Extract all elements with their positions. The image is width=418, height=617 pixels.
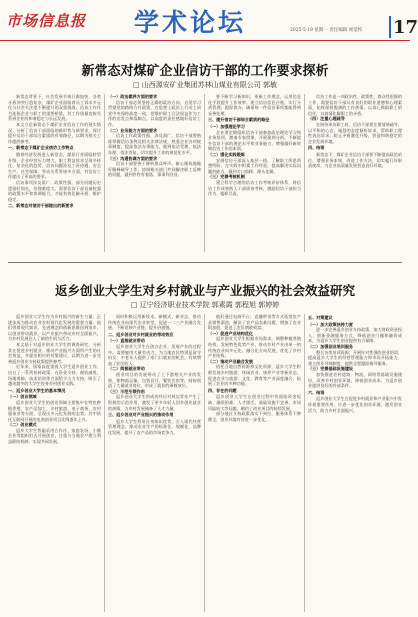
subheading: （四）注重心理疏导	[308, 116, 345, 122]
column-divider	[104, 314, 105, 612]
article1-column-4	[308, 94, 402, 252]
subheading: （一）加大政策扶持力度	[308, 321, 354, 327]
subheading: 三、返乡创业对产业振兴的推动作用	[108, 412, 174, 418]
article1-column-3	[208, 94, 301, 252]
article1-column-2	[108, 94, 201, 252]
paragraph: 随着经济发展进入新常态，煤炭行业面临转型升级，企业经营压力增大，职工利益诉求呈现多样化、复杂化的趋势，信访问题涉及工资待遇、安全生产、社会保障、劳动关系等诸多方面，对信访工作提出了更高的要求。	[8, 151, 101, 180]
paragraph: 加快推进农村道路、物流、网络等基础设施建设，改善乡村创业环境，降低创业成本，为返乡创业提供良好的外部条件。	[308, 371, 402, 389]
issue-meta: 2025·5·19 星期一 责任编辑 视觉校	[290, 28, 363, 33]
page-number: 17	[393, 17, 418, 38]
paragraph: 返乡创业大学生的创业领域主要集中在特色种植养殖、农产品加工、乡村旅游、电子商务、农村服务业等方面，呈现出多元化发展的态势，其中依托互联网开展的电商创业项目比例逐年上升。	[8, 399, 101, 422]
paragraph: 信访干部要善于倾听群众呼声，耐心细致地做好解释疏导工作，协调相关部门共同解决职工反映的问题，做到件件有着落、事事有回音。	[108, 161, 201, 178]
paragraph: 依托当地自然资源和文化资源，返乡大学生积极发展乡村旅游、休闲农业、康养产业等新业态，促进农业与旅游、文化、教育等产业深度融合，拓展了农业的多种功能。	[208, 364, 301, 387]
article1-column-1	[8, 94, 101, 252]
subheading: 二、新常态对信访干部提出的新要求	[8, 203, 74, 209]
subheading: 一、新常态下煤矿企业信访工作特点	[8, 145, 74, 151]
subheading: 四、存在的问题	[208, 387, 237, 393]
article-separator	[8, 262, 402, 263]
subheading: （二）间接就业带动	[108, 366, 145, 372]
paragraph: 近年来，国家高度重视大学生返乡创业工作，出台了一系列扶持政策，在资金支持、税收减免、场地保障、技术培训等方面给予大力支持，吸引了越来越多的大学生投身乡村创业实践。	[8, 364, 101, 387]
paragraph: 返乡创业大学生的成功经历对周边青年产生了积极的示范作用，激发了更多年轻人回乡创业就业的热情，为乡村发展储备了人才力量。	[108, 394, 201, 411]
subheading: （三）完善考核机制	[208, 174, 245, 180]
paragraph: 返乡创业大学生作为乡村振兴的新生力量，正逐步成为推动农业农村现代化发展的重要力量。他们带着现代知识、先进理念和创新思维回到家乡，以创业带动就业，以产业振兴带动乡村全面振兴，为乡村发展注入了新的生机与活力。	[8, 314, 101, 342]
paragraph: 返乡大学生利用自身知识优势，引入现代经营管理理念，推动农业生产的标准化、规模化、品牌化发展，提升了农产品的市场竞争力。	[108, 418, 201, 435]
paragraph: 返乡大学生普遍采用合作社、家庭农场、小微企业等组织形式开展创业，注重与当地农户建立利益联结机制，实现共同发展。	[8, 427, 101, 445]
subheading: 三、提升信访干部综合素质的路径	[208, 117, 270, 123]
subheading: （三）示范引领作用	[108, 388, 145, 394]
subheading: 四、结语	[308, 145, 325, 151]
paragraph: 进一步完善返乡创业支持政策，加大财政资金投入，创新金融服务方式，降低创业门槛和融资成本，为返乡大学生创业提供有力保障。	[308, 327, 402, 344]
paragraph: 返乡创业大学生在促进乡村就业和产业振兴中发挥着重要作用，应进一步优化创业环境，激发创业活力，助力乡村全面振兴。	[308, 396, 402, 413]
subheading: 一、返乡创业大学生的基本情况	[8, 387, 66, 393]
paragraph: 返乡创业大学生根据市场需求，调整种植养殖结构，发展特色优势产业，推动乡村产业由单一的传统农业向多元化、融合化方向发展，优化了乡村产业结构。	[208, 336, 301, 359]
article1-byline: □ 山西源安矿业集团苏林山煤业有限公司 郭敏	[132, 81, 278, 89]
column-divider	[104, 94, 105, 252]
subheading: （一）直接就业带动	[108, 338, 145, 344]
paragraph: 部分地区支持政策落实不到位，服务体系不够健全，创业环境有待进一步优化。	[208, 411, 301, 422]
subheading: （二）推动产业融合发展	[208, 358, 254, 364]
article2-column-3	[208, 314, 301, 612]
article2-byline: □ 辽宁经济职业技术学院 郭素霞 郭程旭 郭婷婷	[130, 301, 280, 309]
paragraph: 新常态下，煤矿企业信访干部要不断提高政治站位，增强业务本领，改进工作方法，切实履行好职责使命，为企业高质量发展营造良好环境。	[308, 151, 402, 169]
page-number-bar	[389, 16, 391, 38]
subheading: （一）促进产业结构优化	[208, 330, 254, 336]
masthead-rule	[0, 40, 410, 41]
subheading: （一）政治素养方面的要求	[108, 94, 158, 99]
paragraph: 本文立足新常态下煤矿企业信访工作的现实情况，分析了信访干部面临的新形势与新要求，探讨提升信访干部综合素质的有效路径，以期为相关工作提供参考。	[8, 121, 101, 144]
subheading: 二、返乡创业对乡村就业的带动效应	[108, 331, 174, 337]
paragraph: 安排信访干部深入基层一线，了解职工所思所想所盼，在实践中积累工作经验，提高解决实际问题的能力，做到关口前移、源头化解。	[208, 157, 301, 174]
subheading: （二）强化实践锻炼	[208, 151, 245, 157]
column-divider	[204, 94, 205, 252]
subheading: （一）创业领域	[8, 394, 37, 400]
paragraph: 创业项目的发展带动了上下游相关产业的发展，如物流运输、包装设计、餐饮住宿等，间接创造了大量就业岗位，形成了就业的乘数效应。	[108, 371, 201, 389]
paragraph: 在接待来访职工时，信访干部要注重情绪疏导，以平和的心态、诚恳的态度倾听诉求，帮助职工理性表达诉求，防止矛盾激化升级，营造和谐稳定的企业发展环境。	[308, 121, 402, 144]
column-divider	[304, 94, 305, 252]
subheading: （二）业务能力方面的要求	[108, 127, 158, 133]
paragraph: 整合各类培训资源，开展针对性强的创业培训，提高返乡大学生的经营管理能力和市场开拓能力，建立创业导师制度，提供全程跟踪指导服务。	[308, 349, 402, 366]
paragraph: 返乡创业大学生在创业过程中仍面临资金短缺、融资困难、人才匮乏、基础设施不完善、市场风险较大等问题，制约了创业项目的持续发展。	[208, 394, 301, 411]
paragraph: 信访工作是一项政治性、政策性、群众性很强的工作，需要信访干部具有良好的职业道德和心理素质，始终保持饱满的工作热情，以真心换取职工的信任，以真情化解职工的矛盾。	[308, 94, 402, 116]
paragraph: 返乡创业大学生在创办企业、发展产业的过程中，需要雇用大量劳动力，为当地农民特别是留守妇女、中老年人提供了家门口就业的机会，有效增加了农民收入。	[108, 343, 201, 366]
article2-title: 返乡创业大学生对乡村就业与产业振兴的社会效益研究	[54, 283, 355, 298]
subheading: 六、结语	[308, 389, 325, 395]
section-title: 学术论坛	[134, 8, 247, 37]
subheading: （一）加强理论学习	[208, 123, 245, 129]
paragraph: 建立科学合理的信访工作考核评价体系，将信访工作成效纳入干部绩效考核，激励信访干部担当作为、履职尽责。	[208, 179, 301, 197]
paragraph: 本文基于对返乡创业大学生的调查研究，分析其在促进乡村就业、推动产业振兴方面所产生的社会效益，并提出相应的对策建议，以期为进一步完善返乡创业支持政策提供参考。	[8, 341, 101, 364]
paragraph: 他们通过电商平台、直播带货等方式拓宽农产品销售渠道，解决了农产品卖难问题，增加了农业附加值，促进了农民增收致富。	[208, 314, 301, 331]
subheading: （三）完善基础设施建设	[308, 366, 354, 372]
column-divider	[204, 314, 205, 612]
paragraph: 要不断学习新知识，更新工作理念，运用信息化手段提升工作效率，建立信访信息台账，实行分类管理，跟踪督办，确保每一件信访事项都能得到妥善处理。	[208, 94, 301, 116]
article1-title: 新常态对煤矿企业信访干部的工作要求探析	[81, 64, 329, 79]
subheading: 五、对策建议	[308, 315, 333, 320]
subheading: （三）沟通协调方面的要求	[108, 155, 158, 161]
masthead	[0, 0, 418, 40]
article2-column-1	[8, 314, 101, 612]
article2-column-2	[108, 314, 201, 612]
subheading: （二）创业模式	[8, 422, 37, 428]
paragraph: 信访干部必须坚持正确的政治方向，自觉学习贯彻党的路线方针政策，在思想上政治上行动上同党中央保持高度一致，把维护职工合法权益作为工作的出发点和落脚点，以高度的责任感做好信访工作。	[108, 99, 201, 127]
column-divider	[304, 314, 305, 612]
paragraph: 新常态背景下，社会发展节奏日渐加快，各类矛盾冲突日趋复杂，煤矿企业面临着员工诉求多元化与社会关注度不断提升的双重挑战。信访工作作为连接企业与职工的重要桥梁，其工作质量直接关系到企业的和谐稳定与长远发展。	[8, 94, 101, 122]
paragraph: 信访事项涉及面广、政策性强，部分问题历史遗留时间长，处理难度大，需要信访干部具备较强的政策水平和协调能力，才能有效化解矛盾、维护稳定。	[8, 179, 101, 202]
paragraph: 企业要定期组织信访干部参加政治理论学习和业务培训，邀请专家授课，开展案例分析，不断提升信访干部的理论水平和业务能力，增强做好新时期信访工作的本领。	[208, 129, 301, 152]
article2-column-4	[308, 314, 402, 612]
subheading: （二）加强创业培训服务	[308, 343, 354, 349]
paragraph: 信访工作政策性强、涉及面广，信访干部要熟练掌握信访条例及相关法律法规，熟悉企业各项规章制度，提高依法办事能力，做到依法受理、依法办理、依法答复，切实提升工作的规范化水平。	[108, 133, 201, 155]
paragraph: 同时积极运用新技术、新模式、新业态，推动传统农业向现代农业转型，促进一二三产业融合发展，不断延伸产业链、提升价值链。	[108, 314, 201, 331]
newspaper-logo: 市场信息报	[6, 12, 87, 30]
